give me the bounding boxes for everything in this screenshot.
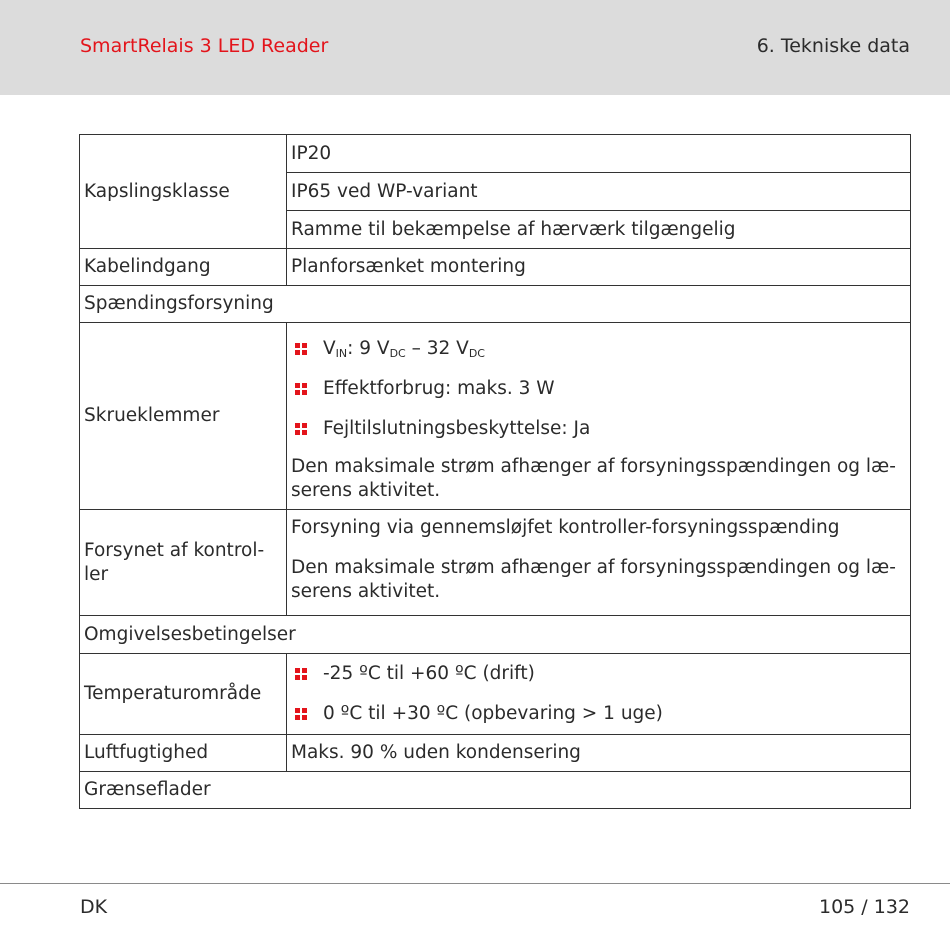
kapsling-value: IP20 [287, 135, 911, 173]
skrue-note: Den maksimale strøm afhænger af forsyningsspændingen og læ- serens aktivitet. [291, 456, 896, 501]
section-title: 6. Tekniske data [756, 35, 910, 57]
table-row [80, 510, 911, 616]
table-row [80, 286, 911, 323]
voltage-range: $V_{IN}$: 9 $V_{DC} - 32$ $V_{DC}$ [323, 338, 485, 360]
table-row [80, 772, 911, 809]
list-item [291, 329, 906, 369]
kapsling-value: Ramme til bekæmpelse af hærværk tilgængelig [287, 211, 911, 249]
row-label-temperatur: Temperaturområde [80, 654, 287, 735]
row-label-luft: Luftfugtighed [80, 735, 287, 772]
luft-value: Maks. 90 % uden kondensering [287, 735, 911, 772]
section-heading-omgivelse: Omgivelsesbetingelser [80, 616, 911, 654]
row-label-skrue: Skrueklemmer [80, 323, 287, 510]
bullet-icon [295, 423, 307, 435]
bullet-icon [295, 343, 307, 355]
kontroller-value: Forsyning via gennemsløjfet kontroller-forsyningsspænding [291, 517, 840, 538]
section-heading-graense: Grænseflader [80, 772, 911, 809]
table-row [80, 135, 911, 173]
kapsling-value: IP65 ved WP-variant [287, 173, 911, 211]
table-row [80, 616, 911, 654]
table-row [80, 735, 911, 772]
skrue-values [287, 323, 911, 510]
list-item: 0 ºC til +30 ºC (opbevaring > 1 uge) [291, 694, 906, 734]
temperatur-values [287, 654, 911, 735]
row-label-kabel: Kabelindgang [80, 249, 287, 286]
kontroller-note: Den maksimale strøm afhænger af forsyningsspændingen og læ- serens aktivitet. [291, 557, 896, 602]
kontroller-values [287, 510, 911, 616]
table-row [80, 323, 911, 510]
list-item: Effektforbrug: maks. 3 W [291, 369, 906, 409]
table-row [80, 654, 911, 735]
list-item: Fejltilslutningsbeskyttelse: Ja [291, 409, 906, 449]
page-header [0, 0, 950, 95]
row-label-kontroller: Forsynet af kontrol- ler [80, 510, 287, 616]
row-label-kapsling: Kapslingsklasse [80, 135, 287, 249]
table-row [80, 249, 911, 286]
bullet-icon [295, 383, 307, 395]
bullet-icon [295, 708, 307, 720]
technical-data-table [79, 134, 911, 809]
bullet-icon [295, 668, 307, 680]
footer-divider [0, 883, 950, 884]
document-title: SmartRelais 3 LED Reader [80, 35, 329, 57]
page-number: 105 / 132 [818, 896, 910, 918]
footer-language: DK [80, 896, 108, 918]
kabel-value: Planforsænket montering [287, 249, 911, 286]
section-heading-spaending: Spændingsforsyning [80, 286, 911, 323]
list-item: -25 ºC til +60 ºC (drift) [291, 654, 906, 694]
